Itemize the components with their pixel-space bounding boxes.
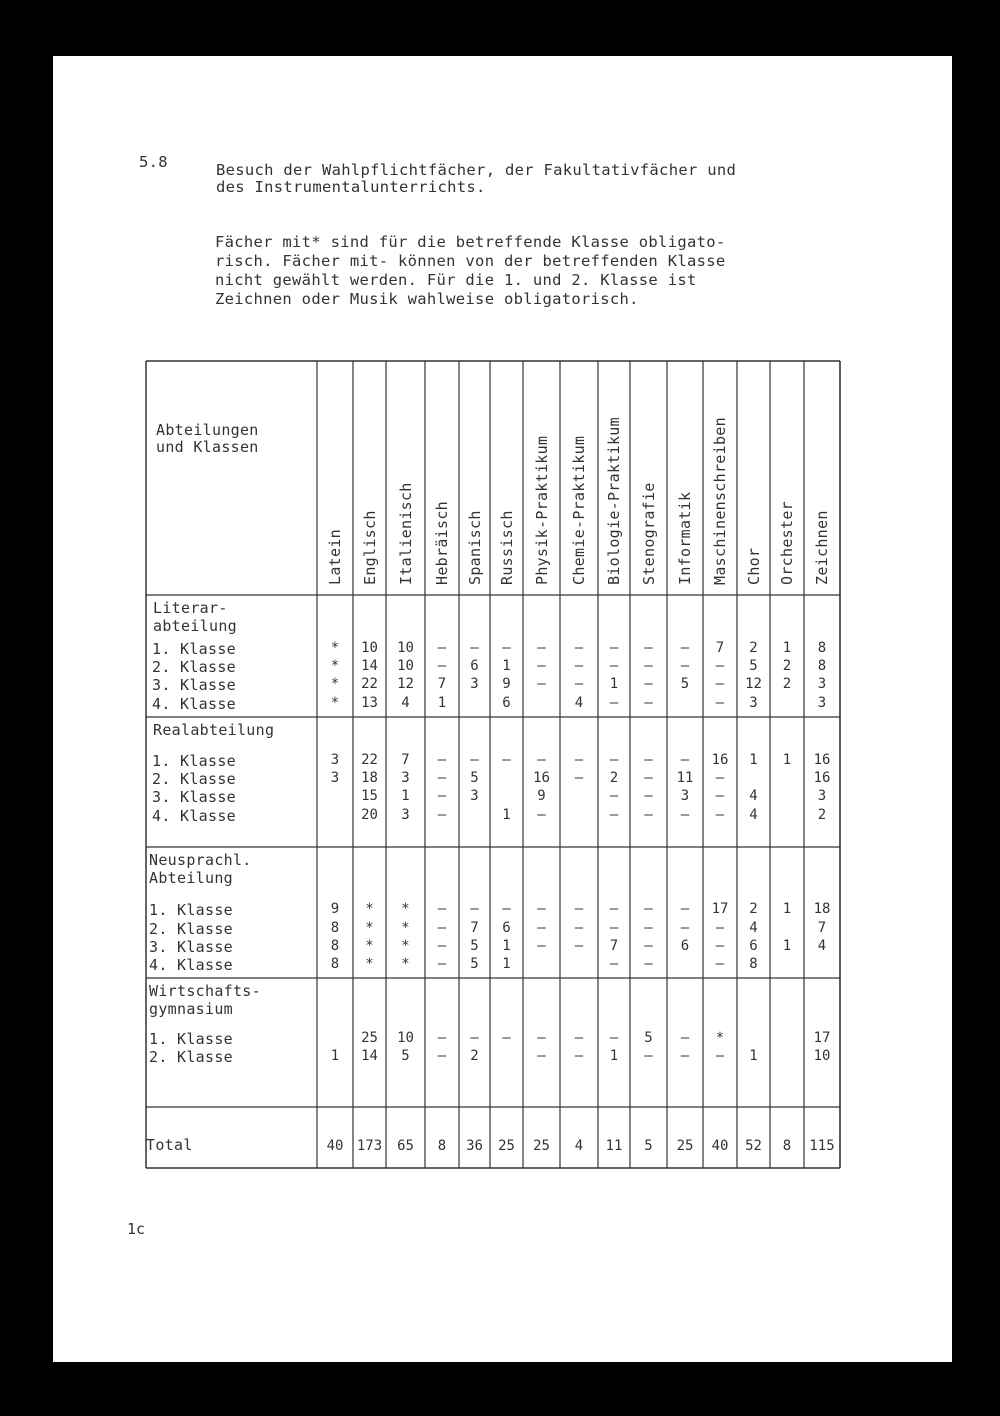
table-cell: * [365,956,374,972]
table-cell: 4 [574,695,584,711]
table-cell: 3 [817,695,827,711]
table-cell: 3 [749,695,758,711]
total-cell: 25 [533,1138,550,1154]
row-label: 1. Klasse [149,1030,233,1048]
table-cell: – [502,901,511,917]
column-header-informatik: Informatik [676,491,694,585]
table-cell: * [401,920,410,936]
table-cell: 1 [749,752,758,768]
total-label: Total [146,1136,193,1154]
table-cell: – [715,956,725,972]
table-cell: – [437,658,447,674]
table-cell: 4 [817,938,827,954]
table-cell: – [715,1048,725,1064]
table-cell: – [609,658,619,674]
note-line4: Zeichnen oder Musik wahlweise obligatorisch. [215,290,639,308]
section-number: 5.8 [139,153,168,171]
table-cell: 14 [361,1048,378,1064]
table-cell: – [609,901,619,917]
table-cell: 8 [749,956,758,972]
table-cell: – [437,640,447,656]
table-cell: 1 [502,807,511,823]
table-cell: * [330,640,340,656]
table-cell: 1 [502,938,511,954]
total-cell: 65 [397,1138,414,1154]
row-label: 4. Klasse [152,695,236,713]
table-cell: – [437,788,447,804]
table-cell: 2 [749,901,758,917]
total-cell: 11 [605,1138,623,1154]
table-cell: 25 [361,1030,378,1046]
row-label: 2. Klasse [152,658,236,676]
table-cell: – [437,956,447,972]
table-cell: 3 [680,788,690,804]
section-title-line1: Besuch der Wahlpflichtfächer, der Fakultativfächer und [216,161,737,179]
table-cell: 5 [680,676,690,692]
table-cell: – [574,920,584,936]
table-cell: – [574,640,584,656]
total-cell: 40 [326,1138,344,1154]
table-cell: – [644,901,653,917]
table-cell: * [401,938,410,954]
table-cell: – [680,1030,690,1046]
table-cell: – [680,752,690,768]
table-cell: 3 [470,676,479,692]
column-header-zeichnen: Zeichnen [813,510,831,585]
table-cell: – [537,938,546,954]
table-cell: * [715,1030,725,1046]
table-cell: – [574,1030,584,1046]
table-cell: 16 [711,752,729,768]
table-cell: 20 [361,807,378,823]
row-label: 1. Klasse [152,640,236,658]
table-cell: – [609,807,619,823]
column-header-chemie-praktikum: Chemie-Praktikum [570,435,588,585]
section-title: Wirtschafts- [149,982,261,1000]
table-cell: 4 [749,920,758,936]
table-cell: – [470,1030,479,1046]
table-cell: * [330,658,340,674]
section-title-sub: gymnasium [149,1000,233,1018]
table-cell: – [437,752,447,768]
table-cell: – [437,920,447,936]
column-header-russisch: Russisch [497,510,516,585]
table-cell: – [437,1030,447,1046]
table-cell: 9 [502,676,511,692]
table-cell: – [537,920,546,936]
total-cell: 25 [498,1138,515,1154]
table-cell: * [365,920,374,936]
total-cell: 173 [356,1138,383,1154]
table-cell: – [680,640,690,656]
table-cell: 16 [533,770,550,786]
table-cell: – [715,676,725,692]
table-cell: * [365,938,374,954]
table-cell: – [644,1048,653,1064]
column-header-biologie-praktikum: Biologie-Praktikum [605,417,623,585]
table-cell: 17 [813,1030,831,1046]
total-cell: 25 [676,1138,694,1154]
table-cell: 1 [749,1048,758,1064]
section-title: Literar- [153,599,228,617]
table-cell: – [574,901,584,917]
table-cell: 1 [609,676,619,692]
table-cell: – [537,676,546,692]
table-cell: – [644,938,653,954]
column-header-physik-praktikum: Physik-Praktikum [532,435,551,585]
table-cell: 1 [609,1048,619,1064]
row-label: 1. Klasse [152,752,236,770]
table-cell: – [644,752,653,768]
table-cell: – [470,752,479,768]
table-cell: 6 [502,695,511,711]
total-cell: 40 [711,1138,729,1154]
table-cell: 1 [401,788,410,804]
table-cell: 3 [470,788,479,804]
table-cell: – [574,752,584,768]
table-cell: 4 [401,695,410,711]
table-cell: – [537,1030,546,1046]
table-cell: – [715,658,725,674]
table-cell: – [715,770,725,786]
table-cell: – [574,676,584,692]
table-cell: 16 [813,770,831,786]
table-cell: – [609,920,619,936]
document-page [53,56,952,1362]
table-cell: – [644,920,653,936]
table-cell: 7 [437,676,447,692]
table-cell: 3 [817,788,827,804]
table-cell: 8 [817,640,827,656]
table-cell: * [330,695,340,711]
table-cell: 1 [782,640,792,656]
table-cell: – [644,695,653,711]
total-cell: 115 [809,1138,835,1154]
table-cell: – [680,920,690,936]
table-cell: – [644,658,653,674]
table-cell: 7 [470,920,479,936]
table-cell: – [680,807,690,823]
column-header-chor: Chor [744,547,763,585]
column-header-latein: Latein [326,529,344,585]
row-label: 2. Klasse [149,920,233,938]
table-cell: 7 [609,938,619,954]
section-title-line2: des Instrumentalunterrichts. [216,178,486,196]
total-cell: 8 [437,1138,447,1154]
table-cell: – [609,956,619,972]
table-cell: 11 [676,770,694,786]
table-cell: 7 [817,920,827,936]
row-label: 4. Klasse [149,956,233,974]
table-cell: 22 [361,752,378,768]
table-cell: – [680,901,690,917]
total-cell: 8 [782,1138,792,1154]
row-label: 4. Klasse [152,807,236,825]
table-cell: 5 [470,956,479,972]
table-cell: – [609,788,619,804]
table-cell: 14 [361,658,378,674]
table-cell: – [644,676,653,692]
table-cell: – [437,770,447,786]
column-header-spanisch: Spanisch [465,510,484,585]
table-cell: – [537,1048,546,1064]
table-cell: 2 [749,640,758,656]
table-cell: 2 [782,658,792,674]
column-header-maschinenschreiben: Maschinenschreiben [711,417,729,585]
table-cell: – [574,938,584,954]
table-cell: – [574,770,584,786]
table-cell: – [715,695,725,711]
table-cell: 5 [470,938,479,954]
table-cell: – [680,1048,690,1064]
table-cell: 8 [330,920,340,936]
table-cell: 4 [749,807,758,823]
table-cell: – [537,807,546,823]
table-cell: – [715,938,725,954]
table-cell: 17 [711,901,729,917]
table-cell: 2 [470,1048,479,1064]
total-cell: 36 [466,1138,483,1154]
table-cell: 6 [749,938,758,954]
table-cell: 6 [502,920,511,936]
table-cell: 18 [813,901,831,917]
table-cell: – [644,956,653,972]
table-cell: 6 [470,658,479,674]
table-cell: – [502,1030,511,1046]
table-cell: 3 [330,752,340,768]
table-cell: – [574,658,584,674]
table-cell: * [401,901,410,917]
table-cell: 10 [397,640,414,656]
table-cell: – [644,640,653,656]
table-cell: 10 [361,640,378,656]
table-cell: 1 [502,956,511,972]
row-label: 2. Klasse [152,770,236,788]
table-cell: 12 [745,676,762,692]
table-cell: 1 [782,901,792,917]
table-cell: – [537,658,546,674]
table-cell: – [715,788,725,804]
table-cell: – [502,640,511,656]
table-cell: – [680,658,690,674]
table-cell: 1 [782,938,792,954]
table-cell: – [715,920,725,936]
table-cell: – [502,752,511,768]
table-cell: – [437,938,447,954]
table-cell: – [609,1030,619,1046]
column-header-orchester: Orchester [778,501,796,585]
table-cell: 2 [609,770,619,786]
table-cell: – [537,640,546,656]
table-cell: – [609,640,619,656]
table-cell: 3 [817,676,827,692]
note-line3: nicht gewählt werden. Für die 1. und 2. Klasse ist [215,271,697,289]
table-cell: 2 [817,807,827,823]
header-label-line2: und Klassen [156,438,259,456]
table-cell: 12 [397,676,414,692]
table-cell: 1 [330,1048,340,1064]
table-cell: – [537,901,546,917]
table-cell: 10 [813,1048,831,1064]
table-cell: – [644,770,653,786]
table-cell: 10 [397,1030,414,1046]
table-cell: 4 [749,788,758,804]
section-title: Realabteilung [153,721,275,739]
table-cell: 10 [397,658,414,674]
section-title-sub: abteilung [153,617,237,635]
table-cell: 5 [644,1030,653,1046]
table-cell: 6 [680,938,690,954]
column-header-englisch: Englisch [360,510,379,585]
table-cell: 3 [401,770,410,786]
total-cell: 5 [644,1138,653,1154]
row-label: 2. Klasse [149,1048,233,1066]
table-cell: 7 [401,752,410,768]
table-cell: – [470,640,479,656]
table-cell: 5 [749,658,758,674]
table-cell: – [644,788,653,804]
row-label: 1. Klasse [149,901,233,919]
table-cell: 9 [330,901,340,917]
row-label: 3. Klasse [149,938,233,956]
column-header-stenografie: Stenografie [639,482,658,585]
table-cell: 2 [782,676,792,692]
table-cell: – [715,807,725,823]
table-cell: 18 [361,770,378,786]
table-cell: – [537,752,546,768]
section-title: Neusprachl. [149,851,252,869]
page-number: 1c [127,1220,146,1238]
table-cell: 15 [361,788,378,804]
table-cell: 8 [330,938,340,954]
table-cell: 13 [361,695,378,711]
table-cell: 8 [330,956,340,972]
total-cell: 52 [745,1138,762,1154]
section-title-sub: Abteilung [149,869,233,887]
row-label: 3. Klasse [152,788,236,806]
table-cell: * [365,901,374,917]
table-cell: – [437,901,447,917]
table-cell: 1 [782,752,792,768]
table-cell: 22 [361,676,378,692]
table-cell: 16 [813,752,831,768]
table-cell: – [437,807,447,823]
table-cell: 8 [817,658,827,674]
table-cell: – [470,901,479,917]
table-cell: 1 [437,695,447,711]
table-cell: 1 [502,658,511,674]
note-line1: Fächer mit* sind für die betreffende Klasse obligato- [215,233,726,251]
table-cell: – [644,807,653,823]
table-cell: 9 [537,788,546,804]
table-cell: * [401,956,410,972]
table-cell: 7 [715,640,725,656]
table-cell: 5 [401,1048,410,1064]
table-cell: – [609,752,619,768]
row-label: 3. Klasse [152,676,236,694]
note-line2: risch. Fächer mit- können von der betreffenden Klasse [215,252,726,270]
table-cell: – [437,1048,447,1064]
column-header-hebr-isch: Hebräisch [433,501,451,585]
table-cell: 3 [401,807,410,823]
header-label-line1: Abteilungen [156,421,259,439]
table-cell: 5 [470,770,479,786]
table-cell: * [330,676,340,692]
table-cell: – [609,695,619,711]
table-cell: – [574,1048,584,1064]
total-cell: 4 [574,1138,584,1154]
column-header-italienisch: Italienisch [396,482,415,585]
table-cell: 3 [330,770,340,786]
